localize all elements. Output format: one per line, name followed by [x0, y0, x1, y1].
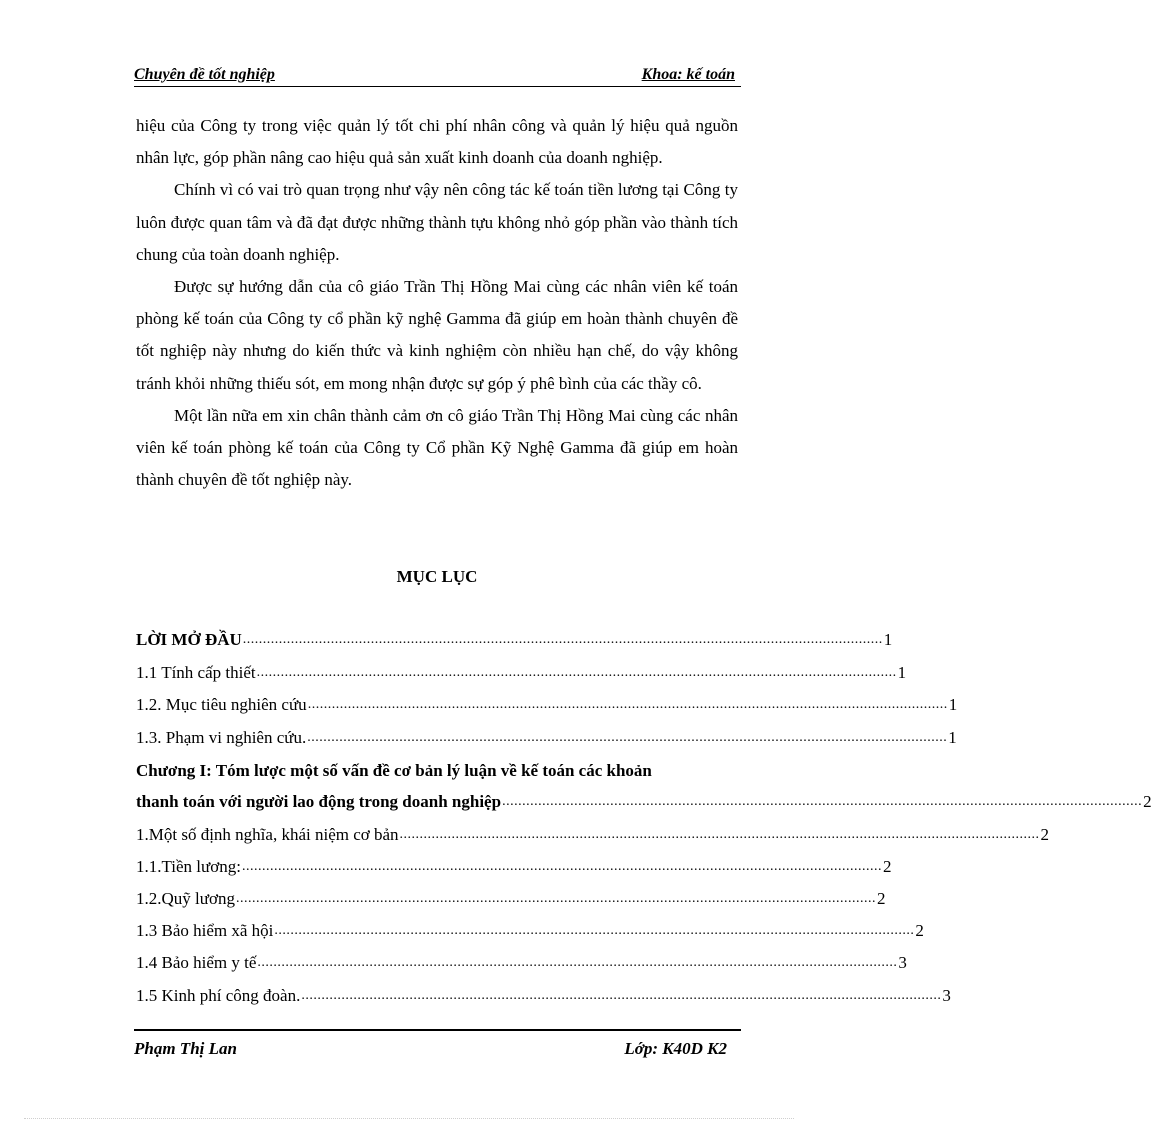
toc-leader: ................................................................................................................................................................ [241, 859, 882, 874]
page-footer [134, 1029, 741, 1058]
toc-page-number: 2 [882, 857, 892, 876]
toc-page-number: 1 [948, 728, 957, 747]
toc-entry-label: 1.2. Mục tiêu nghiên cứu [136, 695, 307, 714]
paragraph: Được sự hướng dẫn của cô giáo Trần Thị Hồng Mai cùng các nhân viên kế toán phòng kế toán của Công ty cổ phần kỹ nghệ Gamma đã giúp em hoàn thành chuyên đề tốt nghiệp này nhưng do kiến thức và kinh nghiệm còn nhiều hạn chế, do vậy không tránh khỏi những thiếu sót, em mong nhận được sự góp ý phê bình của các thầy cô. [136, 277, 738, 393]
toc-page-number: 1 [897, 663, 907, 682]
paragraph: hiệu của Công ty trong việc quản lý tốt chi phí nhân công và quản lý hiệu quả nguồn nhân lực, góp phần nâng cao hiệu quả sản xuất kinh doanh của doanh nghiệp. [136, 116, 738, 168]
toc-entry [136, 627, 893, 653]
toc-leader: ................................................................................................................................................................ [307, 730, 948, 745]
toc-entry-label: 1.2.Quỹ lương [136, 889, 235, 908]
toc-page-number: 2 [876, 889, 886, 908]
toc-entry-label: 1.1 Tính cấp thiết [136, 663, 256, 682]
toc-page-number: 2 [915, 921, 924, 940]
page-header [134, 64, 741, 87]
toc-entry [136, 660, 907, 686]
toc-entry-label: 1.3 Bảo hiểm xã hội [136, 921, 274, 940]
header-title: Chuyên đề tốt nghiệp [134, 66, 275, 83]
toc-entry [136, 983, 951, 1009]
paragraph: Một lần nữa em xin chân thành cảm ơn cô giáo Trần Thị Hồng Mai cùng các nhân viên kế toán phòng kế toán của Công ty Cổ phần Kỹ Nghệ Gamma đã giúp em hoàn thành chuyên đề tốt nghiệp này. [136, 405, 738, 490]
toc-page-number: 2 [1143, 792, 1152, 811]
toc-entry [136, 854, 892, 880]
toc-chapter-heading: Chương I: Tóm lược một số vấn đề cơ bản lý luận về kế toán các khoản [136, 761, 652, 780]
toc-entry [136, 789, 1152, 815]
toc-leader: ................................................................................................................................................................ [274, 923, 915, 938]
toc-leader: ................................................................................................................................................................ [301, 988, 942, 1003]
toc-leader: ................................................................................................................................................................ [242, 632, 883, 647]
toc-leader: ................................................................................................................................................................ [502, 794, 1143, 809]
toc-entry-label: 1.4 Bảo hiểm y tế [136, 953, 257, 972]
toc-entry [136, 822, 1050, 848]
body-text [136, 110, 738, 496]
paragraph: Chính vì có vai trò quan trọng như vậy nên công tác kế toán tiền lương tại Công ty luôn được quan tâm và đã đạt được những thành tựu không nhỏ góp phần vào thành tích chung của toàn doanh nghiệp. [136, 180, 738, 264]
footer-class: Lớp: K40D K2 [624, 1039, 727, 1058]
toc-entry-label: 1.3. Phạm vi nghiên cứu. [136, 728, 307, 747]
toc-entry-label: 1.Một số định nghĩa, khái niệm cơ bản [136, 825, 399, 844]
toc-leader: ................................................................................................................................................................ [235, 891, 876, 906]
header-department: Khoa: kế toán [641, 66, 735, 83]
page-edge-divider [24, 1118, 794, 1119]
toc-page-number: 2 [1040, 825, 1050, 844]
toc-title: MỤC LỤC [396, 567, 478, 586]
toc-entry-label: 1.1.Tiền lương: [136, 857, 241, 876]
footer-author: Phạm Thị Lan [134, 1039, 237, 1058]
toc-leader: ................................................................................................................................................................ [399, 827, 1040, 842]
toc-page-number: 1 [948, 695, 958, 714]
toc-entry-label: 1.5 Kinh phí công đoàn. [136, 986, 301, 1005]
toc-page-number: 3 [898, 953, 907, 972]
toc-leader: ................................................................................................................................................................ [257, 955, 898, 970]
toc-leader: ................................................................................................................................................................ [256, 665, 897, 680]
toc-entry-label: LỜI MỞ ĐẦU [136, 630, 242, 649]
toc-leader: ................................................................................................................................................................ [307, 697, 948, 712]
toc-entry [136, 692, 958, 718]
toc-entry [136, 725, 957, 751]
toc-page-number: 1 [883, 630, 893, 649]
toc-entry [136, 950, 907, 976]
toc-entry [136, 918, 924, 944]
toc-entry [136, 886, 886, 912]
toc-page-number: 3 [942, 986, 951, 1005]
toc-entry-label: thanh toán với người lao động trong doanh nghiệp [136, 792, 502, 811]
